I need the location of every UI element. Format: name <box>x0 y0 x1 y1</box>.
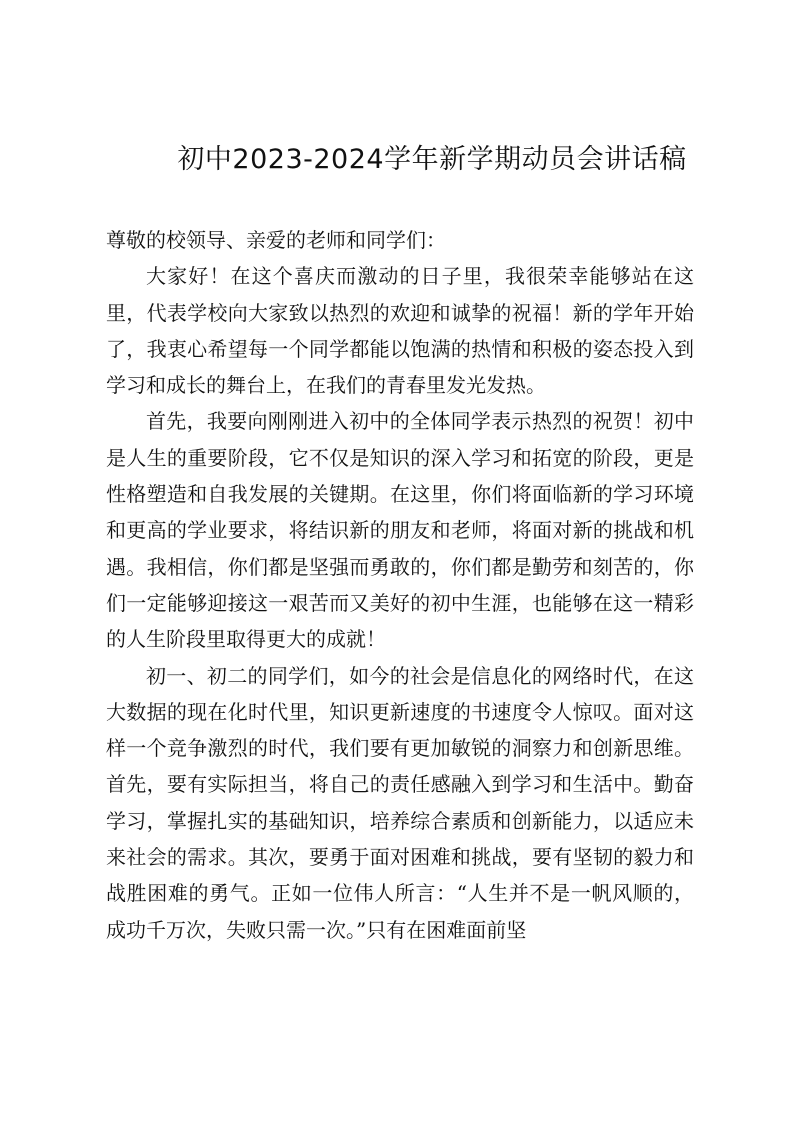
greeting-line: 尊敬的校领导、亲爱的老师和同学们： <box>106 228 446 252</box>
paragraph-grade-one-two: 初一、初二的同学们，如今的社会是信息化的网络时代，在这大数据的现在化时代里，知识更新速度的书速度令人惊叹。面对这样一个竞争激烈的时代，我们要有更加敏锐的洞察力和创新思维。首先，要有实际担当，将自己的责任感融入到学习和生活中。勤奋学习，掌握扎实的基础知识，培养综合素质和创新能力，以适应未来社会的需求。其次，要勇于面对困难和挑战，要有坚韧的毅力和战胜困难的勇气。正如一位伟人所言：“人生并不是一帆风顺的，成功千万次，失败只需一次。”只有在困难面前坚 <box>106 663 694 942</box>
paragraph-congratulations: 首先，我要向刚刚进入初中的全体同学表示热烈的祝贺！初中是人生的重要阶段，它不仅是知识的深入学习和拓宽的阶段，更是性格塑造和自我发展的关键期。在这里，你们将面临新的学习环境和更高的学业要求，将结识新的朋友和老师，将面对新的挑战和机遇。我相信，你们都是坚强而勇敢的，你们都是勤劳和刻苦的，你们一定能够迎接这一艰苦而又美好的初中生涯，也能够在这一精彩的人生阶段里取得更大的成就！ <box>106 409 694 652</box>
document-body <box>106 222 694 948</box>
paragraph-welcome: 大家好！在这个喜庆而激动的日子里，我很荣幸能够站在这里，代表学校向大家致以热烈的欢迎和诚挚的祝福！新的学年开始了，我衷心希望每一个同学都能以饱满的热情和积极的姿态投入到学习和成长的舞台上，在我们的青春里发光发热。 <box>106 264 694 398</box>
document-title: 初中2023-2024学年新学期动员会讲话稿 <box>177 144 687 175</box>
